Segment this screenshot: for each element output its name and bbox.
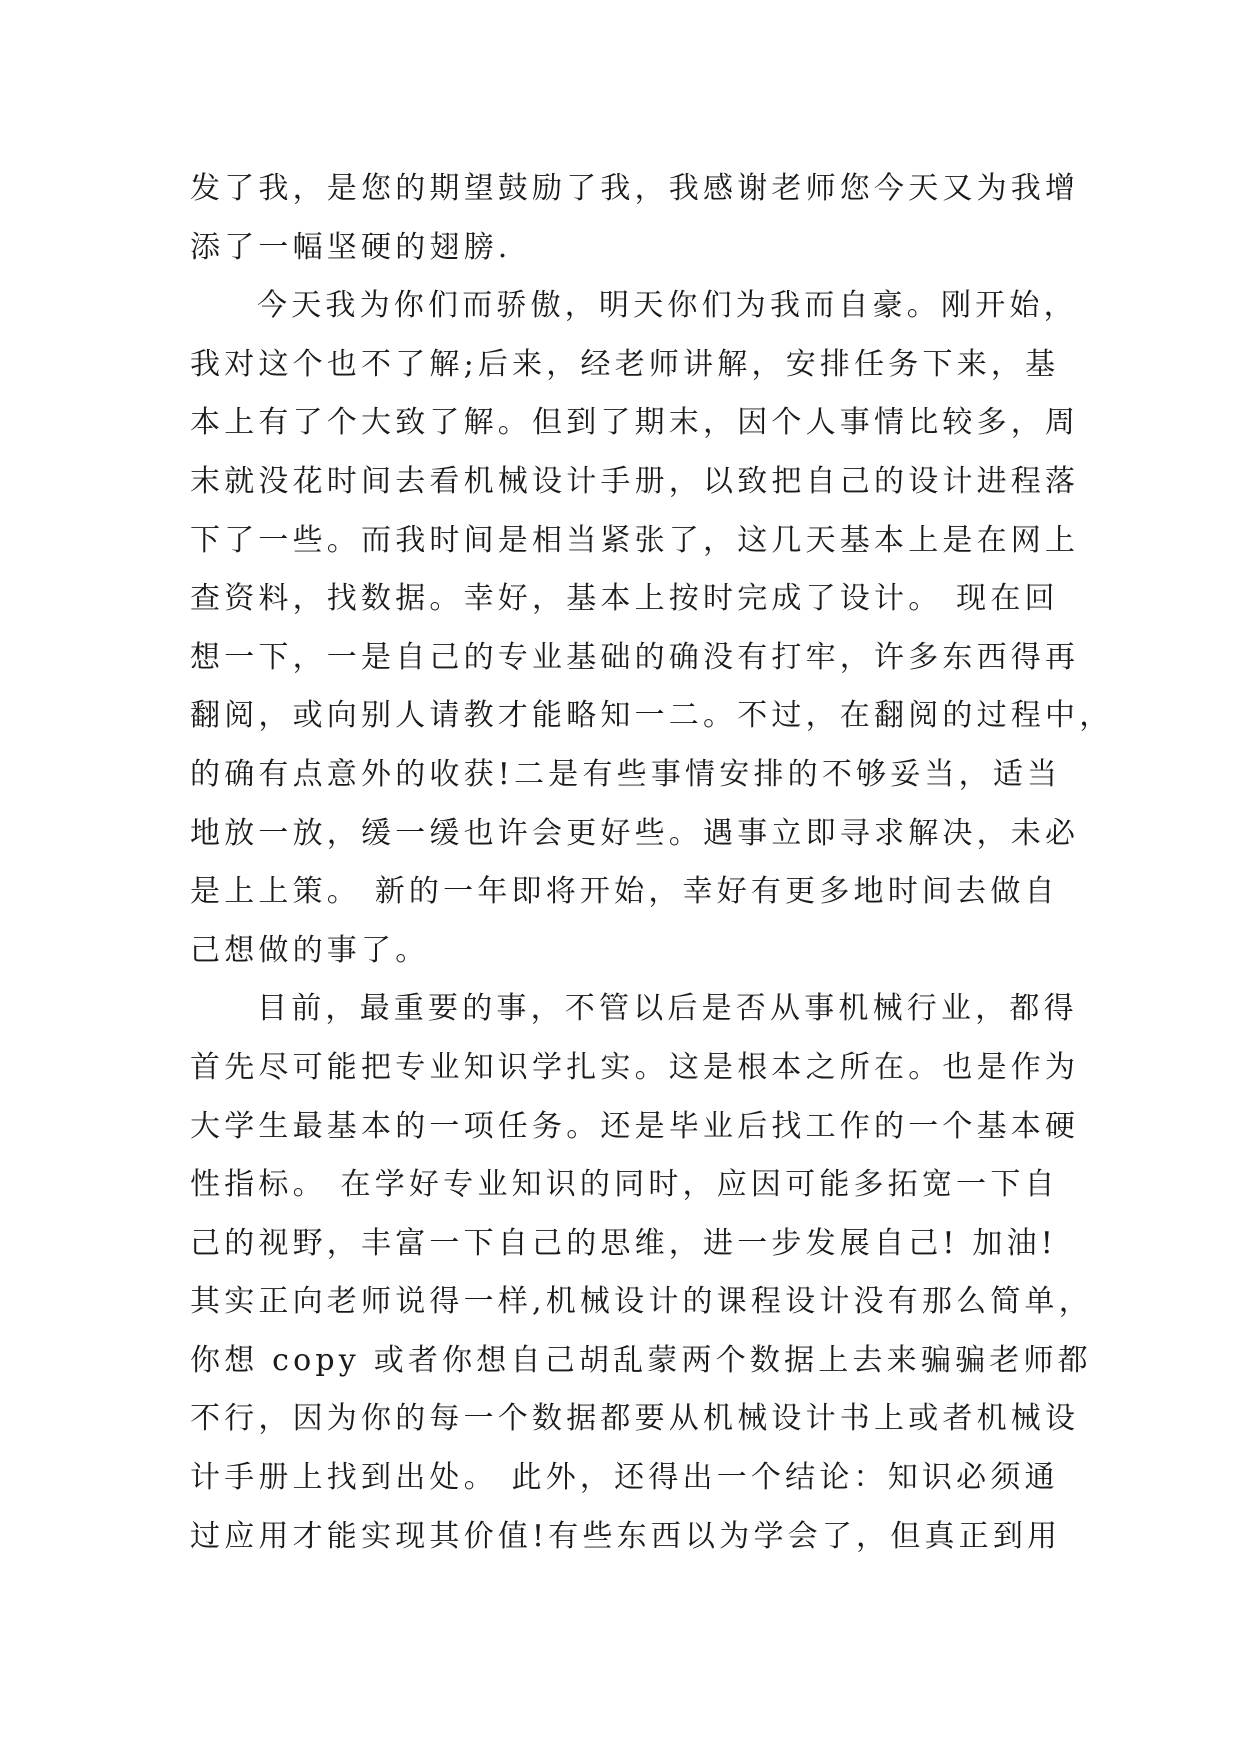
text-line: 查资料，找数据。幸好，基本上按时完成了设计。 现在回: [190, 581, 1059, 617]
text-line: 性指标。 在学好专业知识的同时，应因可能多拓宽一下自: [190, 1167, 1059, 1203]
text-line: 不行，因为你的每一个数据都要从机械设计书上或者机械设: [190, 1401, 1080, 1437]
text-line: 翻阅，或向别人请教才能略知一二。不过，在翻阅的过程中，: [190, 698, 1114, 734]
text-line: 过应用才能实现其价值!有些东西以为学会了，但真正到用: [190, 1518, 1062, 1554]
text-line: 己的视野，丰富一下自己的思维，进一步发展自己! 加油!: [190, 1225, 1058, 1261]
text-line: 本上有了个大致了解。但到了期末，因个人事情比较多，周: [190, 405, 1080, 441]
text-line: 末就没花时间去看机械设计手册，以致把自己的设计进程落: [190, 463, 1080, 499]
text-line: 添了一幅坚硬的翅膀.: [190, 229, 512, 265]
text-line: 下了一些。而我时间是相当紧张了，这几天基本上是在网上: [190, 522, 1080, 558]
text-line: 其实正向老师说得一样,机械设计的课程设计没有那么简单，: [190, 1284, 1093, 1320]
text-line: 计手册上找到出处。 此外，还得出一个结论：知识必须通: [190, 1460, 1059, 1496]
text-line: 己想做的事了。: [190, 932, 430, 968]
body-text: [190, 160, 1114, 1566]
text-line: 的确有点意外的收获!二是有些事情安排的不够妥当，适当: [190, 756, 1062, 792]
text-line: 是上上策。 新的一年即将开始，幸好有更多地时间去做自: [190, 874, 1059, 910]
text-line: 你想 copy 或者你想自己胡乱蒙两个数据上去来骗骗老师都: [190, 1342, 1092, 1378]
text-line: 发了我，是您的期望鼓励了我，我感谢老师您今天又为我增: [190, 171, 1080, 206]
text-line: 地放一放，缓一缓也许会更好些。遇事立即寻求解决，未必: [190, 815, 1080, 851]
text-line: 大学生最基本的一项任务。还是毕业后找工作的一个基本硬: [190, 1108, 1080, 1144]
text-line: 想一下，一是自己的专业基础的确没有打牢，许多东西得再: [190, 639, 1080, 675]
paragraph-start-line: 今天我为你们而骄傲，明天你们为我而自豪。刚开始，: [257, 288, 1078, 324]
paragraph-start-line: 目前，最重要的事，不管以后是否从事机械行业，都得: [257, 991, 1078, 1027]
text-line: 我对这个也不了解;后来，经老师讲解，安排任务下来，基: [190, 346, 1060, 382]
text-line: 首先尽可能把专业知识学扎实。这是根本之所在。也是作为: [190, 1049, 1080, 1085]
